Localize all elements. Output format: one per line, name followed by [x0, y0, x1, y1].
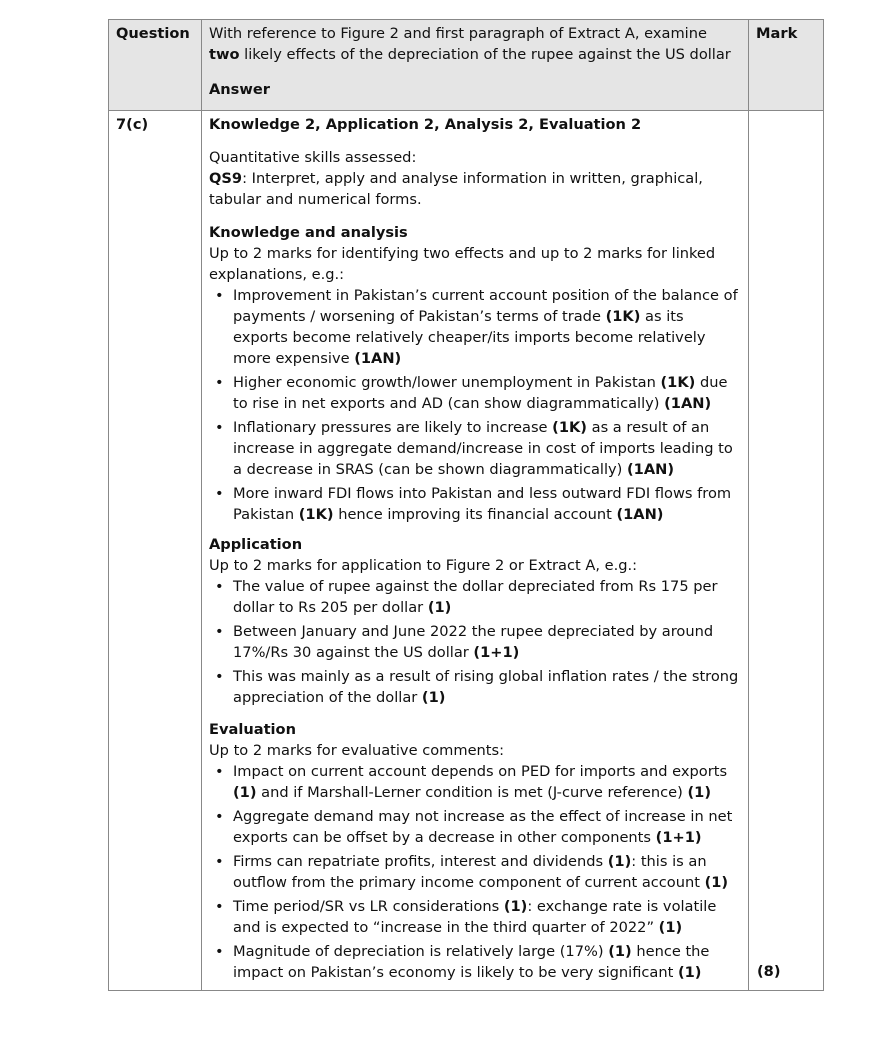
mark-scheme-table [108, 19, 824, 991]
header-question-text-cell [202, 20, 749, 111]
application-list [209, 576, 742, 708]
qs-intro: Quantitative skills assessed: [209, 149, 417, 166]
total-mark: (8) [757, 963, 781, 980]
header-mark-cell [749, 20, 824, 111]
header-row [109, 20, 824, 111]
list-item: • Improvement in Pakistan’s current account position of the balance of payments / worsening of Pakistan’s terms of trade (1K) as its exports become relatively cheaper/its imports become relatively more expensive (1AN) [233, 285, 742, 369]
mark-column-label: Mark [756, 25, 798, 42]
list-item: • Between January and June 2022 the rupee depreciated by around 17%/Rs 30 against the US dollar (1+1) [233, 621, 742, 663]
question-id: 7(c) [116, 116, 149, 133]
mark-allocation: Knowledge 2, Application 2, Analysis 2, Evaluation 2 [209, 116, 642, 133]
answer-label: Answer [209, 81, 270, 98]
list-item: • This was mainly as a result of rising global inflation rates / the strong appreciation of the dollar (1) [233, 666, 742, 708]
list-item: • The value of rupee against the dollar depreciated from Rs 175 per dollar to Rs 205 per dollar (1) [233, 576, 742, 618]
list-item: • Higher economic growth/lower unemployment in Pakistan (1K) due to rise in net exports and AD (can show diagrammatically) (1AN) [233, 372, 742, 414]
section-application: Application Up to 2 marks for application to Figure 2 or Extract A, e.g.: • The value of rupee against the dollar depreciated from Rs 175 per dollar to Rs 205 per dollar (1) • Between January and June 2022 the rupee depreciated by around 17%/Rs 30 against the US dollar (1+1) • This was mainly as a result of rising global inflation rates / the strong appreciation of the dollar (1) [209, 534, 742, 708]
list-item: • Inflationary pressures are likely to increase (1K) as a result of an increase in aggregate demand/increase in cost of imports leading to a decrease in SRAS (can be shown diagrammatically) (1AN) [233, 417, 742, 480]
knowledge-list [209, 285, 742, 525]
question-id-cell [109, 111, 202, 991]
list-item: • More inward FDI flows into Pakistan and less outward FDI flows from Pakistan (1K) hence improving its financial account (1AN) [233, 483, 742, 525]
section-knowledge: Knowledge and analysis Up to 2 marks for identifying two effects and up to 2 marks for linked explanations, e.g.: • Improvement in Pakistan’s current account position of the balance of payments / worsening of Pakistan’s terms of trade (1K) as its exports become relatively cheaper/its imports become relatively more expensive (1AN) • Higher economic growth/lower unemployment in Pakistan (1K) due to rise in net exports and AD (can show diagrammatically) (1AN) • Inflationary pressures are likely to increase (1K) as a result of an increase in aggregate demand/increase in cost of imports leading to a decrease in SRAS (can be shown diagrammatically) (1AN) • More inward FDI flows into Pakistan and less outward FDI flows from Pakistan (1K) hence improving its financial account (1AN) [209, 222, 742, 525]
qs-description: QS9: Interpret, apply and analyse information in written, graphical, tabular and numerical forms. [209, 170, 703, 208]
question-text: With reference to Figure 2 and first paragraph of Extract A, examine two likely effects of the depreciation of the rupee against the US dollar [209, 25, 731, 63]
evaluation-list [209, 761, 742, 983]
list-item: • Time period/SR vs LR considerations (1): exchange rate is volatile and is expected to “increase in the third quarter of 2022” (1) [233, 896, 742, 938]
header-question-cell [109, 20, 202, 111]
list-item: • Impact on current account depends on PED for imports and exports (1) and if Marshall-Lerner condition is met (J-curve reference) (1) [233, 761, 742, 803]
answer-cell [202, 111, 749, 991]
list-item: • Firms can repatriate profits, interest and dividends (1): this is an outflow from the primary income component of current account (1) [233, 851, 742, 893]
question-column-label: Question [116, 25, 190, 42]
section-evaluation: Evaluation Up to 2 marks for evaluative comments: • Impact on current account depends on PED for imports and exports (1) and if Marshall-Lerner condition is met (J-curve reference) (1) • Aggregate demand may not increase as the effect of increase in net exports can be offset by a decrease in other components (1+1) • Firms can repatriate profits, interest and dividends (1): this is an outflow from the primary income component of current account (1) • Time period/SR vs LR considerations (1): exchange rate is volatile and is expected to “increase in the third quarter of 2022” (1) • Magnitude of depreciation is relatively large (17%) (1) hence the impact on Pakistan’s economy is likely to be very significant (1) [209, 719, 742, 983]
mark-cell [749, 111, 824, 991]
answer-row [109, 111, 824, 991]
list-item: • Aggregate demand may not increase as the effect of increase in net exports can be offset by a decrease in other components (1+1) [233, 806, 742, 848]
list-item: • Magnitude of depreciation is relatively large (17%) (1) hence the impact on Pakistan’s economy is likely to be very significant (1) [233, 941, 742, 983]
